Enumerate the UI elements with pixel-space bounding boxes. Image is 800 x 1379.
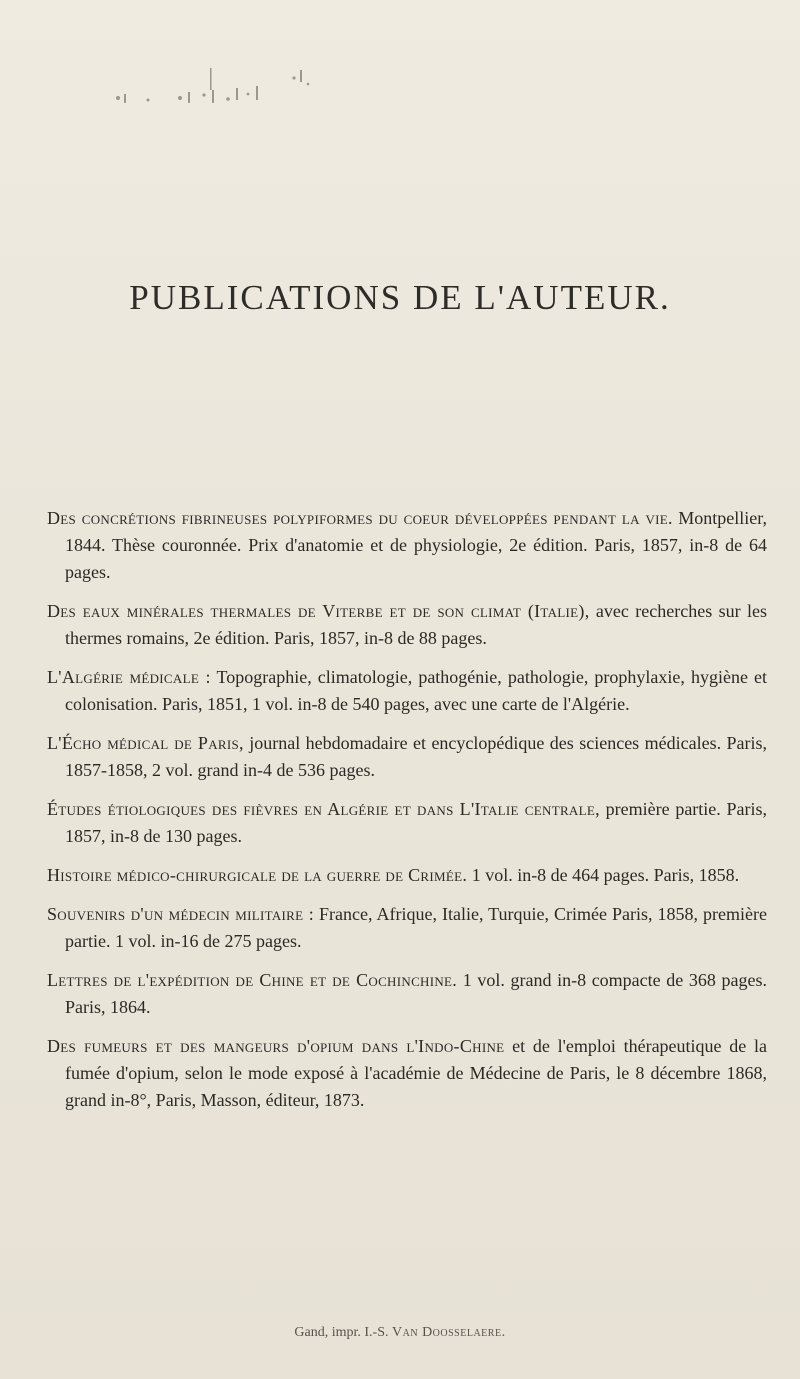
- publication-details: et de l'emploi thérapeutique de la fumée d'opium, selon le mode exposé à l'académie de Médecine de Paris, le 8 décembre 1868, grand in-8°, Paris, Masson, éditeur, 1873.: [65, 1036, 768, 1110]
- publication-details: avec recherches sur les thermes romains, 2e édition. Paris, 1857, in-8 de 88 pages.: [65, 601, 768, 648]
- publication-details: Topographie, climatologie, pathogénie, pathologie, prophylaxie, hygiène et colonisation. Paris, 1851, 1 vol. in-8 de 540 pages, avec une carte de l'Algérie.: [65, 667, 767, 714]
- publication-entry: [47, 598, 767, 652]
- printer-name: Van Doosselaere.: [392, 1325, 506, 1340]
- publication-title: Souvenirs d'un médecin militaire :: [47, 904, 314, 924]
- publication-entry: [47, 862, 767, 889]
- publication-details: 1 vol. in-8 de 464 pages. Paris, 1858.: [471, 865, 740, 885]
- publication-details: première partie. Paris, 1857, in-8 de 130 pages.: [65, 799, 768, 846]
- publication-entry: [47, 967, 767, 1021]
- publication-entry: [47, 505, 767, 586]
- publication-title: L'Écho médical de Paris,: [47, 733, 244, 753]
- publication-title: Histoire médico-chirurgicale de la guerre de Crimée.: [47, 865, 468, 885]
- publication-title: Des fumeurs et des mangeurs d'opium dans l'Indo-Chine: [47, 1036, 505, 1056]
- publication-details: 1 vol. grand in-8 compacte de 368 pages. Paris, 1864.: [65, 970, 767, 1017]
- publication-details: journal hebdomadaire et encyclopédique des sciences médicales. Paris, 1857-1858, 2 vol. grand in-4 de 536 pages.: [65, 733, 767, 780]
- publication-details: Montpellier, 1844. Thèse couronnée. Prix d'anatomie et de physiologie, 2e édition. Paris, 1857, in-8 de 64 pages.: [65, 508, 767, 582]
- publication-title: Des concrétions fibrineuses polypiformes du coeur développées pendant la vie.: [47, 508, 673, 528]
- publication-entry: [47, 1033, 767, 1114]
- publication-title: Des eaux minérales thermales de Viterbe et de son climat (Italie),: [47, 601, 590, 621]
- publication-title: L'Algérie médicale :: [47, 667, 211, 687]
- publication-details: France, Afrique, Italie, Turquie, Crimée Paris, 1858, première partie. 1 vol. in-16 de 275 pages.: [65, 904, 767, 951]
- publication-entry: [47, 730, 767, 784]
- publication-entry: [47, 664, 767, 718]
- publication-entry: [47, 901, 767, 955]
- publication-list: [47, 505, 767, 1126]
- publication-title: Lettres de l'expédition de Chine et de Cochinchine.: [47, 970, 458, 990]
- page-title: PUBLICATIONS DE L'AUTEUR.: [129, 278, 671, 317]
- publication-title: Études étiologiques des fièvres en Algérie et dans L'Italie centrale,: [47, 799, 600, 819]
- publication-entry: [47, 796, 767, 850]
- ink-smudge-decoration: [108, 58, 328, 108]
- imprint-prefix: Gand, impr. I.-S.: [294, 1325, 389, 1340]
- printer-imprint: [0, 1325, 800, 1341]
